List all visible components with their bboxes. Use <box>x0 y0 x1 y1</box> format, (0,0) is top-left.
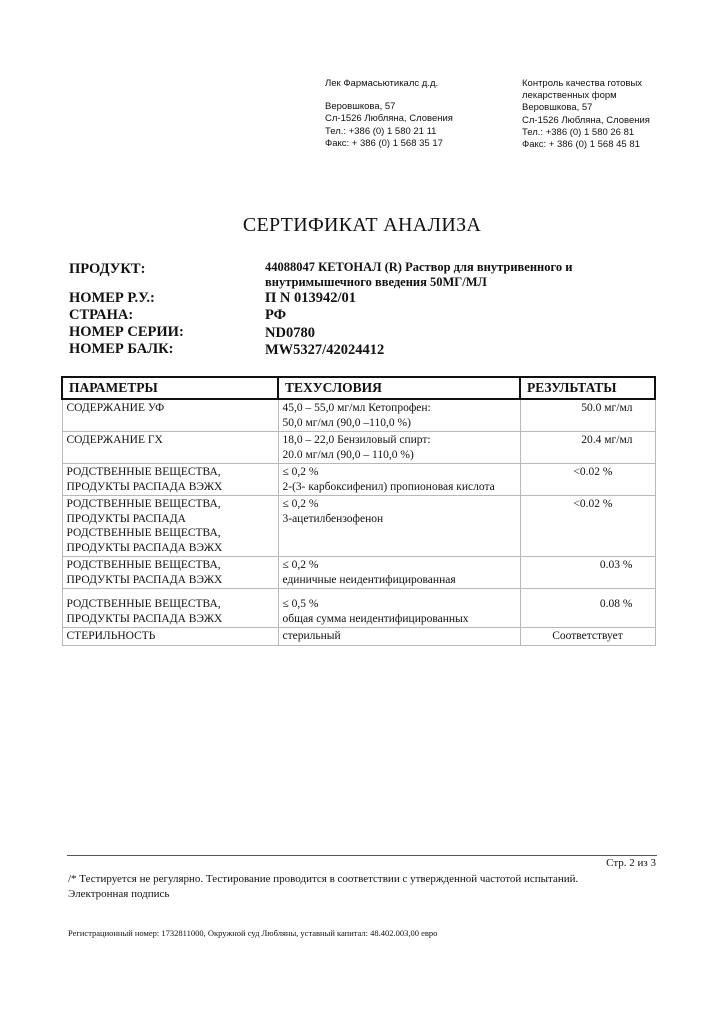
param-cell <box>62 557 278 589</box>
spec-line: ≤ 0,2 % <box>282 498 319 510</box>
department-line-1: Контроль качества готовых <box>522 78 643 89</box>
table-row <box>62 557 655 589</box>
company-name: Лек Фармасьютикалс д.д. <box>325 78 439 89</box>
series-value: ND0780 <box>265 325 315 341</box>
param-line: ПРОДУКТЫ РАСПАДА ВЭЖХ <box>66 480 223 493</box>
reg-number-value: П N 013942/01 <box>265 290 357 306</box>
spec-cell <box>278 496 520 557</box>
table-row <box>62 399 655 432</box>
param-line: РОДСТВЕННЫЕ ВЕЩЕСТВА, <box>66 559 221 571</box>
spec-cell <box>278 628 520 646</box>
spec-cell <box>278 589 520 628</box>
result-cell: Соответствует <box>520 628 655 646</box>
spec-line: 2-(3- карбоксифенил) пропионовая кислота <box>282 480 495 493</box>
department-line-2: лекарственных форм <box>522 90 617 102</box>
country-label: СТРАНА: <box>69 307 134 323</box>
table-row <box>62 496 655 557</box>
reg-number-label: НОМЕР Р.У.: <box>69 290 155 306</box>
product-value-line-1: 44088047 КЕТОНАЛ (R) Раствор для внутривенного и <box>265 260 573 274</box>
company-registration: Регистрационный номер: 1732811000, Окружной суд Любляны, уставный капитал: 48.402.003,00 евро <box>68 928 438 938</box>
spec-cell <box>278 399 520 432</box>
spec-line: 3-ацетилбензофенон <box>282 512 384 525</box>
phone: Тел.: +386 (0) 1 580 21 11 <box>325 125 437 137</box>
country-value: РФ <box>265 307 287 323</box>
spec-cell <box>278 432 520 464</box>
param-cell <box>62 399 278 432</box>
city: Сл-1526 Любляна, Словения <box>325 113 453 125</box>
param-line: ПРОДУКТЫ РАСПАДА ВЭЖХ <box>66 573 223 586</box>
fax: Факс: + 386 (0) 1 568 45 81 <box>522 139 640 151</box>
header-specifications: ТЕХУСЛОВИЯ <box>278 377 520 399</box>
footnote-text: /* Тестируется не регулярно. Тестирование проводится в соответствии с утвержденной частотой испытаний. <box>68 873 579 885</box>
product-label: ПРОДУКТ: <box>69 261 146 277</box>
result-cell: 0.03 % <box>520 557 655 589</box>
param-line: ПРОДУКТЫ РАСПАДА ВЭЖХ <box>66 612 223 625</box>
spec-line: 50,0 мг/мл (90,0 –110,0 %) <box>282 416 411 429</box>
table-row <box>62 589 655 628</box>
spec-line: ≤ 0,2 % <box>282 466 319 478</box>
spec-line: 45,0 – 55,0 мг/мл Кетопрофен: <box>282 402 431 414</box>
param-line: РОДСТВЕННЫЕ ВЕЩЕСТВА, <box>66 527 221 539</box>
document-title: СЕРТИФИКАТ АНАЛИЗА <box>242 214 482 236</box>
electronic-signature: Электронная подпись <box>68 888 170 900</box>
sender-address-block <box>325 78 453 150</box>
param-cell <box>62 496 278 557</box>
param-line: СОДЕРЖАНИЕ ГХ <box>66 434 163 446</box>
bulk-label: НОМЕР БАЛК: <box>69 341 174 357</box>
spec-line: единичные неидентифицированная <box>282 573 456 586</box>
result-cell: <0.02 % <box>520 496 655 557</box>
spec-line: стерильный <box>282 630 341 642</box>
param-cell <box>62 589 278 628</box>
result-cell: 50.0 мг/мл <box>520 399 655 432</box>
param-line: СОДЕРЖАНИЕ УФ <box>66 402 165 414</box>
param-line: РОДСТВЕННЫЕ ВЕЩЕСТВА, <box>66 498 221 510</box>
table-row <box>62 464 655 496</box>
header-parameters: ПАРАМЕТРЫ <box>62 377 278 399</box>
spec-line: ≤ 0,2 % <box>282 559 319 571</box>
spec-cell <box>278 464 520 496</box>
footnote <box>68 872 578 902</box>
series-label: НОМЕР СЕРИИ: <box>69 324 184 340</box>
param-cell <box>62 432 278 464</box>
header-results: РЕЗУЛЬТАТЫ <box>520 377 655 399</box>
parameters-table <box>61 376 656 646</box>
city: Сл-1526 Любляна, Словения <box>522 114 650 126</box>
page-number: Стр. 2 из 3 <box>606 857 656 869</box>
street: Веровшкова, 57 <box>522 102 593 114</box>
street: Веровшкова, 57 <box>325 101 396 113</box>
param-cell <box>62 464 278 496</box>
footer-divider <box>67 855 657 856</box>
spec-line: 20.0 мг/мл (90,0 – 110,0 %) <box>282 448 414 461</box>
param-line: РОДСТВЕННЫЕ ВЕЩЕСТВА, <box>66 466 221 478</box>
table-header-row <box>62 377 655 399</box>
table-row <box>62 432 655 464</box>
bulk-value: MW5327/42024412 <box>265 342 385 358</box>
result-cell: 20.4 мг/мл <box>520 432 655 464</box>
param-line: РОДСТВЕННЫЕ ВЕЩЕСТВА, <box>66 598 221 610</box>
result-cell: <0.02 % <box>520 464 655 496</box>
fax: Факс: + 386 (0) 1 568 35 17 <box>325 137 443 149</box>
param-line: СТЕРИЛЬНОСТЬ <box>66 630 156 642</box>
spec-line: ≤ 0,5 % <box>282 598 319 610</box>
table-row <box>62 628 655 646</box>
spec-cell <box>278 557 520 589</box>
product-value-line-2: внутримышечного введения 50МГ/МЛ <box>265 275 487 289</box>
param-line: ПРОДУКТЫ РАСПАДА ВЭЖХ <box>66 541 223 554</box>
spec-line: общая сумма неидентифицированных <box>282 612 469 625</box>
param-cell <box>62 628 278 646</box>
qc-address-block <box>522 78 650 151</box>
spec-line: 18,0 – 22,0 Бензиловый спирт: <box>282 434 431 446</box>
phone: Тел.: +386 (0) 1 580 26 81 <box>522 126 635 138</box>
result-cell: 0.08 % <box>520 589 655 628</box>
param-line: ПРОДУКТЫ РАСПАДА <box>66 512 186 525</box>
